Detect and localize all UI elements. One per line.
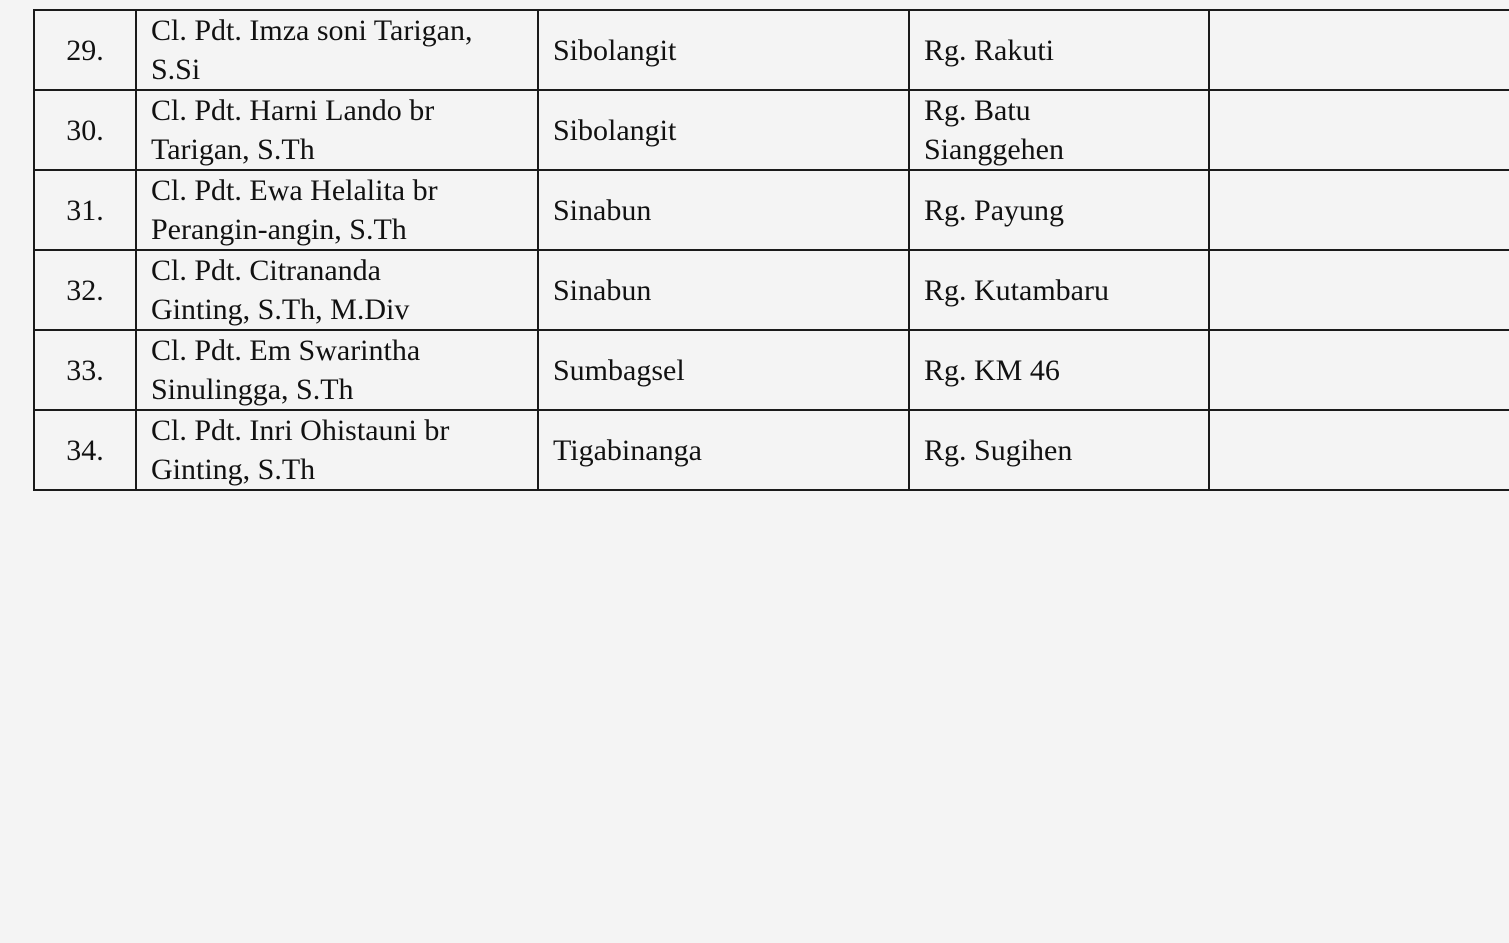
keterangan: [1209, 330, 1509, 410]
row-number: 33.: [34, 330, 136, 410]
row-number: 29.: [34, 10, 136, 90]
pastor-name: [136, 10, 538, 90]
table-row: [34, 250, 1509, 330]
pastor-name: [136, 250, 538, 330]
pastor-name: [136, 90, 538, 170]
table-row: [34, 410, 1509, 490]
klasis: Sibolangit: [538, 90, 909, 170]
runggun: [909, 250, 1209, 330]
pastor-name-line1: Cl. Pdt. Ewa Helalita br: [151, 174, 438, 207]
klasis: Tigabinanga: [538, 410, 909, 490]
runggun-line1: Rg. KM 46: [924, 353, 1060, 387]
runggun: [909, 10, 1209, 90]
runggun-line1: Rg. Kutambaru: [924, 273, 1109, 307]
runggun: [909, 330, 1209, 410]
pastor-name-line1: Cl. Pdt. Em Swarintha: [151, 334, 421, 367]
pastor-name-line2: Sinulingga, S.Th: [151, 373, 354, 406]
keterangan: [1209, 10, 1509, 90]
klasis: Sinabun: [538, 250, 909, 330]
keterangan: [1209, 250, 1509, 330]
table-row: [34, 10, 1509, 90]
pastor-name: [136, 330, 538, 410]
keterangan: [1209, 170, 1509, 250]
pastor-name-line2: Ginting, S.Th: [151, 453, 316, 486]
runggun-line1: Rg. Batu: [924, 94, 1031, 127]
klasis: Sinabun: [538, 170, 909, 250]
klasis: Sibolangit: [538, 10, 909, 90]
pastor-name-line1: Cl. Pdt. Harni Lando br: [151, 94, 435, 127]
pastor-name-line1: Cl. Pdt. Citrananda: [151, 254, 381, 287]
runggun: [909, 170, 1209, 250]
runggun: [909, 410, 1209, 490]
table-row: [34, 90, 1509, 170]
pastor-name-line1: Cl. Pdt. Imza soni Tarigan,: [151, 14, 473, 47]
keterangan: [1209, 90, 1509, 170]
row-number: 31.: [34, 170, 136, 250]
runggun-line1: Rg. Payung: [924, 193, 1065, 227]
pastor-name-line2: Ginting, S.Th, M.Div: [151, 293, 410, 326]
runggun-line2: Sianggehen: [924, 133, 1064, 166]
row-number: 34.: [34, 410, 136, 490]
runggun: [909, 90, 1209, 170]
pastor-name: [136, 170, 538, 250]
keterangan: [1209, 410, 1509, 490]
runggun-line1: Rg. Rakuti: [924, 33, 1055, 67]
pastor-name-line2: S.Si: [151, 53, 201, 86]
pastor-name: [136, 410, 538, 490]
pastor-name-line2: Tarigan, S.Th: [151, 133, 315, 166]
pastor-name-line1: Cl. Pdt. Inri Ohistauni br: [151, 414, 450, 447]
assignment-table: [33, 9, 1509, 491]
pastor-name-line2: Perangin-angin, S.Th: [151, 213, 407, 246]
table-row: [34, 330, 1509, 410]
table-row: [34, 170, 1509, 250]
runggun-line1: Rg. Sugihen: [924, 433, 1073, 467]
klasis: Sumbagsel: [538, 330, 909, 410]
row-number: 30.: [34, 90, 136, 170]
row-number: 32.: [34, 250, 136, 330]
